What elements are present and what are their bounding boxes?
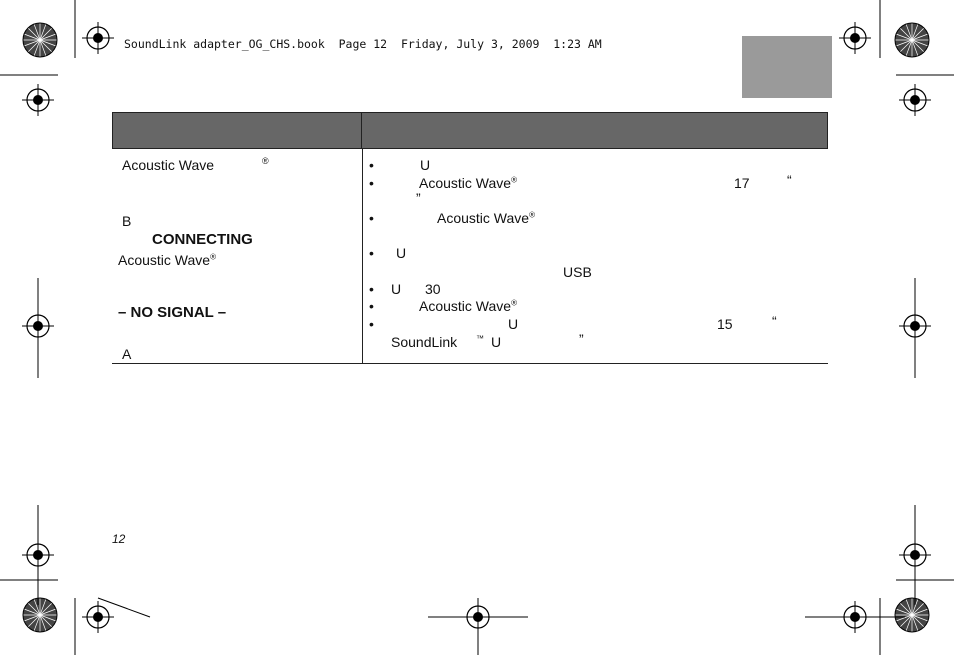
bullet-1: • <box>369 157 374 173</box>
b4-usb: USB <box>563 264 592 280</box>
b7-page: 15 <box>717 316 733 332</box>
bullet-3: • <box>369 210 374 226</box>
b2-product: Acoustic Wave® <box>419 175 517 191</box>
table-header <box>112 112 828 149</box>
table-column-divider <box>362 149 363 363</box>
b7-soundlink: SoundLink <box>391 334 458 350</box>
b7-close-quote: ” <box>579 331 584 347</box>
b1-text: U <box>420 157 431 173</box>
bullet-2: • <box>369 175 374 191</box>
page-number: 12 <box>112 532 126 546</box>
b5-u: U <box>391 281 402 297</box>
table-header-divider <box>361 112 362 149</box>
b2-close-quote: ” <box>416 190 421 206</box>
b5-num: 30 <box>425 281 441 297</box>
b3-product: Acoustic Wave® <box>437 210 535 226</box>
b2-page: 17 <box>734 175 750 191</box>
left-r1-reg: ® <box>262 156 269 166</box>
chapter-tab <box>742 36 832 98</box>
b7-u2: U <box>491 334 502 350</box>
b7-tm: ™ <box>476 334 484 343</box>
bullet-5: • <box>369 281 374 297</box>
b4-text: U <box>396 245 407 261</box>
left-r3-letter: A <box>122 346 132 362</box>
bullet-7: • <box>369 316 374 332</box>
b2-open-quote: “ <box>787 172 792 188</box>
b7-open-quote: “ <box>772 313 777 329</box>
b6-product: Acoustic Wave® <box>419 298 517 314</box>
bullet-6: • <box>369 298 374 314</box>
book-info-header: SoundLink adapter_OG_CHS.book Page 12 Friday, July 3, 2009 1:23 AM <box>124 37 602 51</box>
left-r2-product: Acoustic Wave® <box>118 252 216 268</box>
left-r2-letter: B <box>122 213 132 229</box>
left-r1-text: Acoustic Wave <box>122 157 215 173</box>
table-bottom-rule <box>112 363 828 364</box>
left-r3-status: – NO SIGNAL – <box>118 304 227 321</box>
left-r2-status: CONNECTING <box>152 231 253 248</box>
b7-u: U <box>508 316 519 332</box>
bullet-4: • <box>369 245 374 261</box>
